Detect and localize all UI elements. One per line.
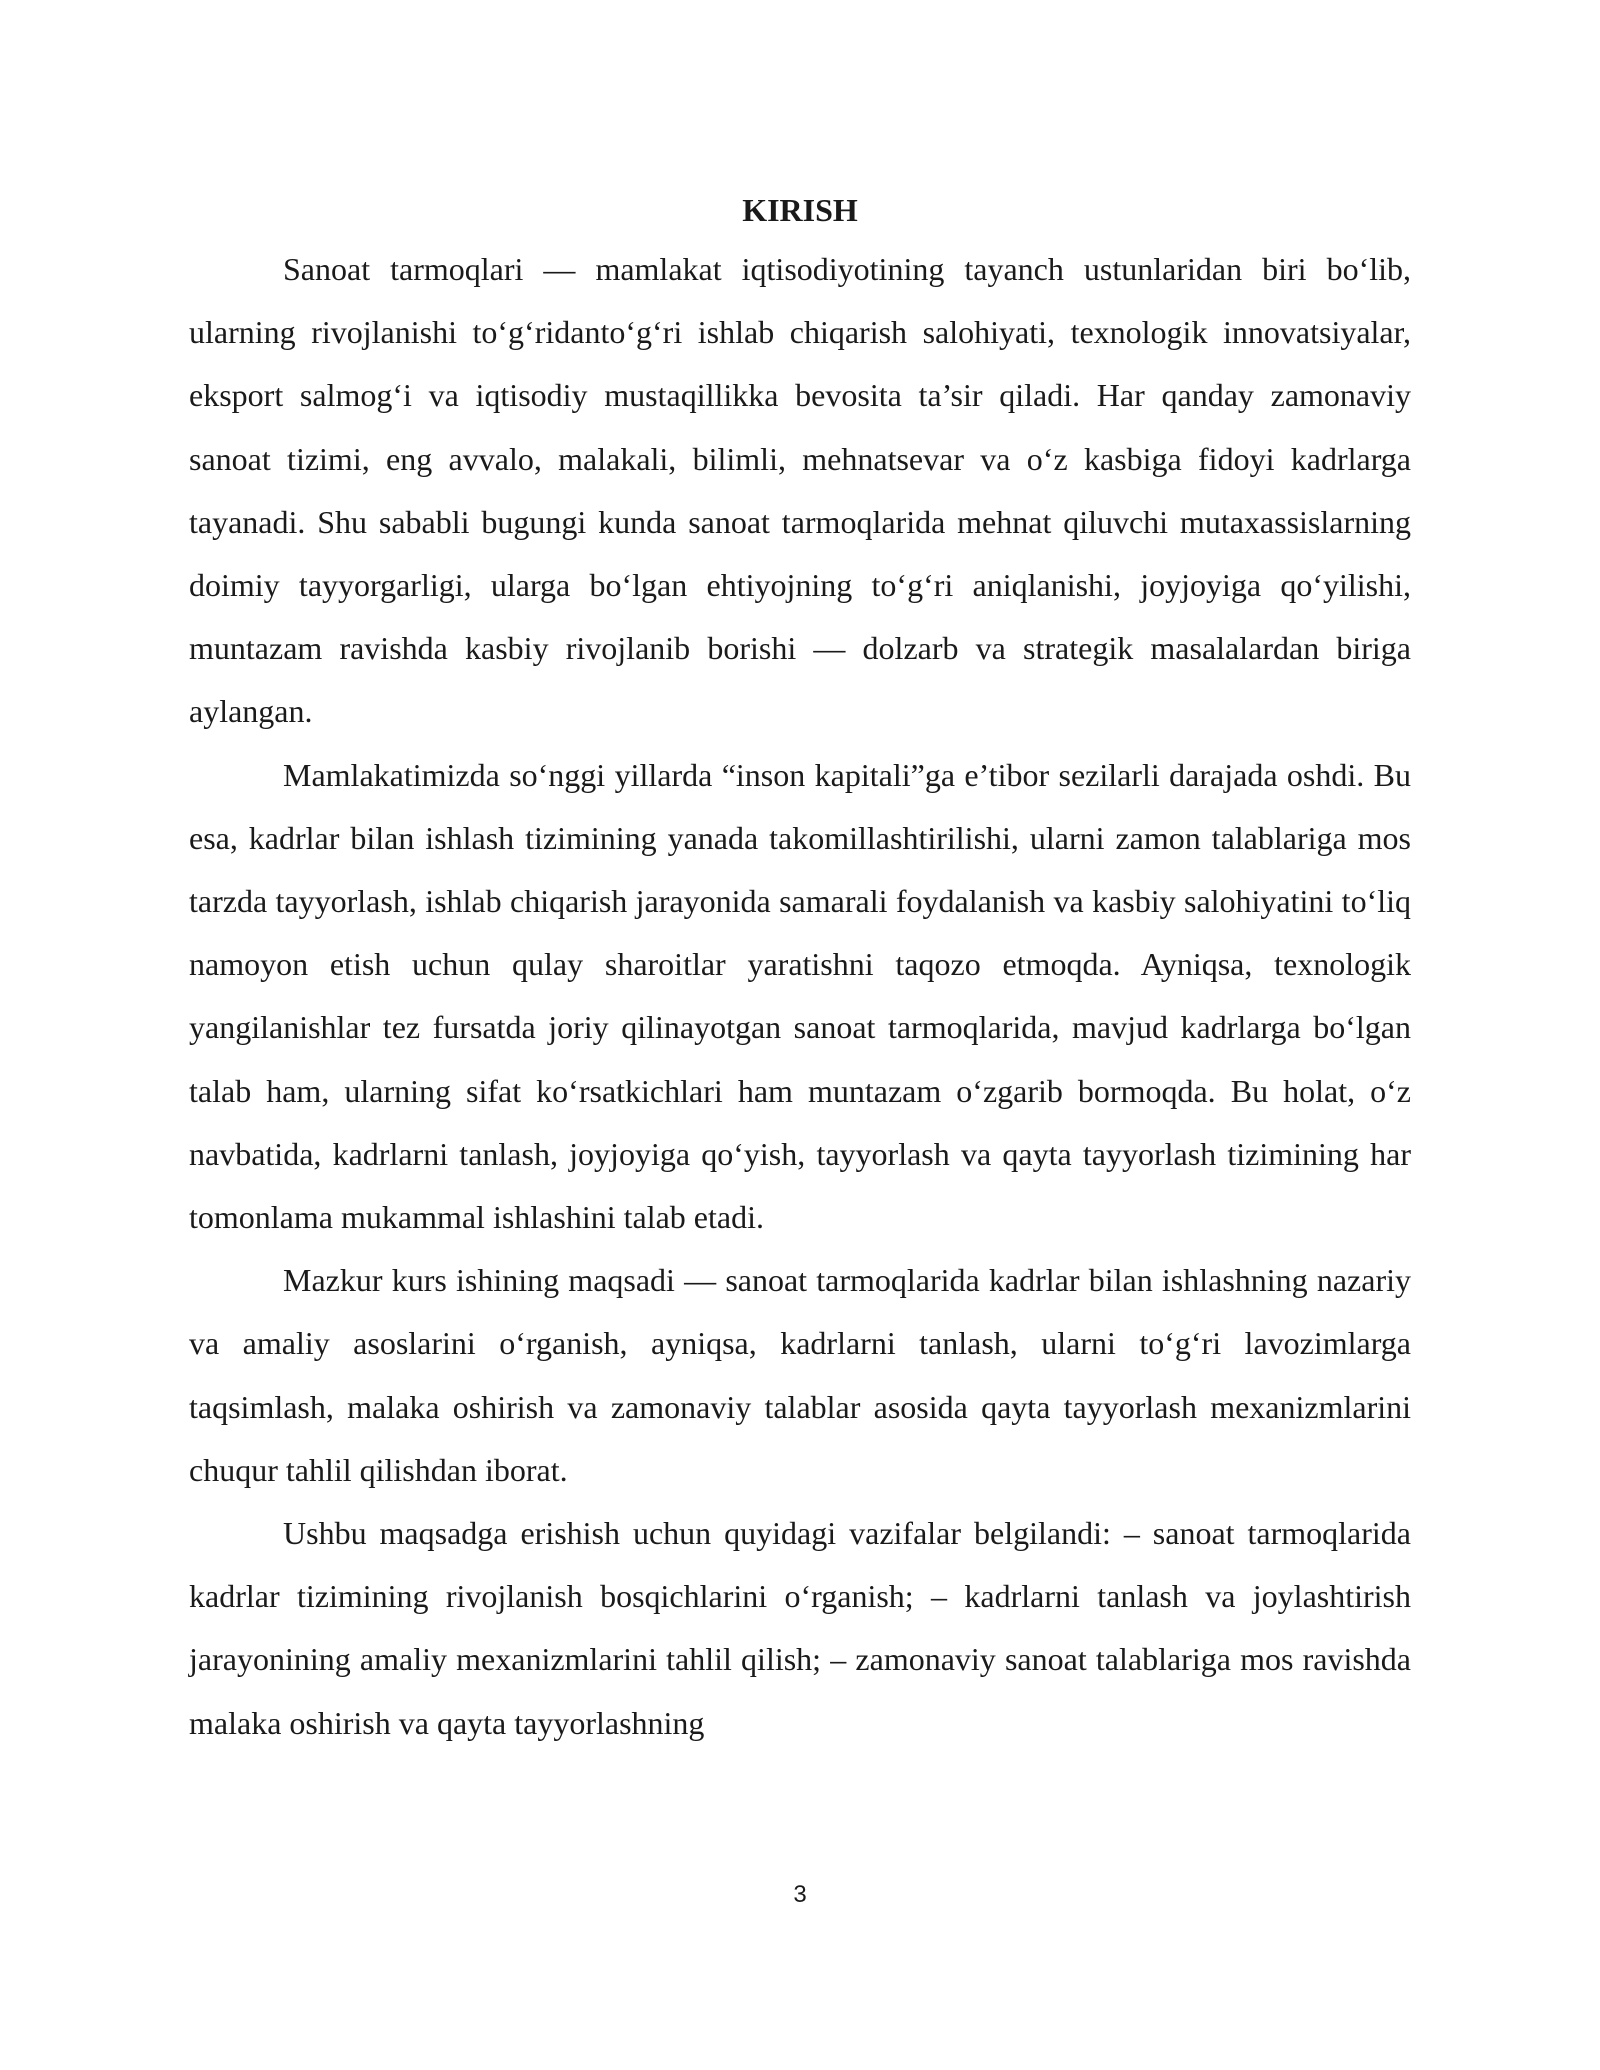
paragraph-2: Mamlakatimizda so‘nggi yillarda “inson kapitali”ga e’tibor sezilarli darajada oshdi. Bu esa, kadrlar bilan ishlash tizimining yanada takomillashtirilishi, ularni zamon talablariga mos tarzda tayyorlash, ishlab chiqarish jarayonida samarali foydalanish va kasbiy salohiyatini to‘liq namoyon etish uchun qulay sharoitlar yaratishni taqozo etmoqda. Ayniqsa, texnologik yangilanishlar tez fursatda joriy qilinayotgan sanoat tarmoqlarida, mavjud kadrlarga bo‘lgan talab ham, ularning sifat ko‘rsatkichlari ham muntazam o‘zgarib bormoqda. Bu holat, o‘z navbatida, kadrlarni tanlash, joyjoyiga qo‘yish, tayyorlash va qayta tayyorlash tizimining har tomonlama mukammal ishlashini talab etadi. [189,756,1411,1236]
paragraph-4: Ushbu maqsadga erishish uchun quyidagi vazifalar belgilandi: – sanoat tarmoqlarida kadrlar tizimining rivojlanish bosqichlarini o‘rganish; – kadrlarni tanlash va joylashtirish jarayonining amaliy mexanizmlarini tahlil qilish; – zamonaviy sanoat talablariga mos ravishda malaka oshirish va qayta tayyorlashning [189,1515,1411,1741]
page-title: KIRISH [742,192,858,228]
paragraph-1: Sanoat tarmoqlari — mamlakat iqtisodiyotining tayanch ustunlaridan biri bo‘lib, ularning rivojlanishi to‘g‘ridanto‘g‘ri ishlab chiqarish salohiyati, texnologik innovatsiyalar, eksport salmog‘i va iqtisodiy mustaqillikka bevosita ta’sir qiladi. Har qanday zamonaviy sanoat tizimi, eng avvalo, malakali, bilimli, mehnatsevar va o‘z kasbiga fidoyi kadrlarga tayanadi. Shu sababli bugungi kunda sanoat tarmoqlarida mehnat qiluvchi mutaxassislarning doimiy tayyorgarligi, ularga bo‘lgan ehtiyojning to‘g‘ri aniqlanishi, joyjoyiga qo‘yilishi, muntazam ravishda kasbiy rivojlanib borishi — dolzarb va strategik masalalardan biriga aylangan. [189,251,1411,730]
paragraph-3: Mazkur kurs ishining maqsadi — sanoat tarmoqlarida kadrlar bilan ishlashning nazariy va amaliy asoslarini o‘rganish, ayniqsa, kadrlarni tanlash, ularni to‘g‘ri lavozimlarga taqsimlash, malaka oshirish va zamonaviy talablar asosida qayta tayyorlash mexanizmlarini chuqur tahlil qilishdan iborat. [189,1262,1411,1488]
page-content [189,186,1411,1755]
page-number: 3 [793,1881,807,1908]
